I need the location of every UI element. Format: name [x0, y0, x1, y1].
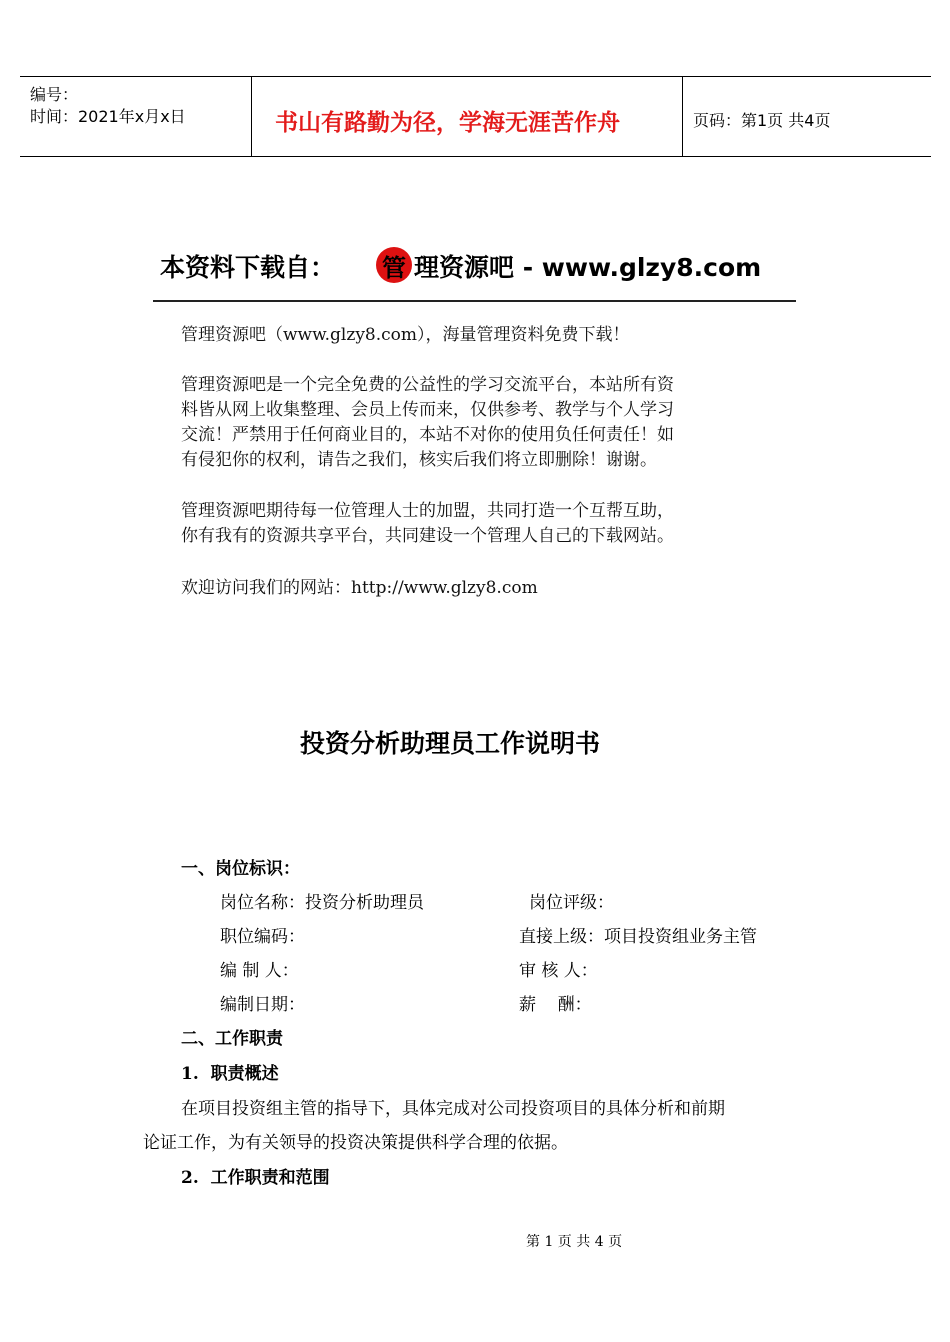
- section-heading-identification: 一、岗位标识：: [181, 859, 300, 879]
- header-bottom-rule: [20, 156, 931, 157]
- banner-title-prefix: 本资料下载自：: [160, 253, 336, 282]
- banner-paragraph: 管理资源吧（www.glzy8.com），海量管理资料免费下载！: [181, 325, 630, 345]
- section-heading-duties: 二、工作职责: [181, 1029, 283, 1049]
- banner-paragraph: 管理资源吧是一个完全免费的公益性的学习交流平台，本站所有资 料皆从网上收集整理、会员上传而来，仅供参考、教学与个人学习 交流！严禁用于任何商业目的，本站不对你的使用负任何责任！如 有侵犯你的权利，请告之我们，核实后我们将立即删除！谢谢。: [181, 375, 674, 470]
- banner-logo-icon: 管: [376, 247, 412, 283]
- header-page-info: 页码：第1页 共4页: [693, 111, 831, 130]
- banner-title-suffix: 理资源吧 - www.glzy8.com: [414, 253, 762, 282]
- field-position-grade: 岗位评级：: [529, 893, 614, 913]
- subheading-overview: 1. 职责概述: [181, 1064, 279, 1084]
- header-top-rule: [20, 76, 931, 77]
- header-motto: 书山有路勤为径，学海无涯苦作舟: [275, 109, 620, 136]
- field-salary: 薪 酬：: [519, 995, 592, 1015]
- summary-line: 在项目投资组主管的指导下，具体完成对公司投资项目的具体分析和前期: [181, 1099, 725, 1119]
- page-footer: 第 1 页 共 4 页: [526, 1234, 623, 1250]
- field-date: 编制日期：: [220, 995, 305, 1015]
- banner-paragraph: 管理资源吧期待每一位管理人士的加盟，共同打造一个互帮互助， 你有我有的资源共享平台，共同建设一个管理人自己的下载网站。: [181, 501, 674, 546]
- summary-line: 论证工作，为有关领导的投资决策提供科学合理的依据。: [143, 1133, 568, 1153]
- field-supervisor: 直接上级：项目投资组业务主管: [519, 927, 757, 947]
- subheading-scope: 2. 工作职责和范围: [181, 1168, 330, 1188]
- header-time-label: 时间：2021年x月x日: [30, 107, 186, 126]
- document-title: 投资分析助理员工作说明书: [300, 729, 601, 758]
- banner-website-line: 欢迎访问我们的网站：http://www.glzy8.com: [181, 578, 538, 598]
- header-divider-left: [251, 76, 252, 156]
- header-number-label: 编号：: [30, 85, 79, 104]
- field-reviewer: 审 核 人：: [519, 961, 598, 981]
- banner-rule: [153, 300, 796, 302]
- header-divider-right: [682, 76, 683, 156]
- field-author: 编 制 人：: [220, 961, 299, 981]
- field-job-code: 职位编码：: [220, 927, 305, 947]
- field-position-name: 岗位名称：投资分析助理员: [220, 893, 424, 913]
